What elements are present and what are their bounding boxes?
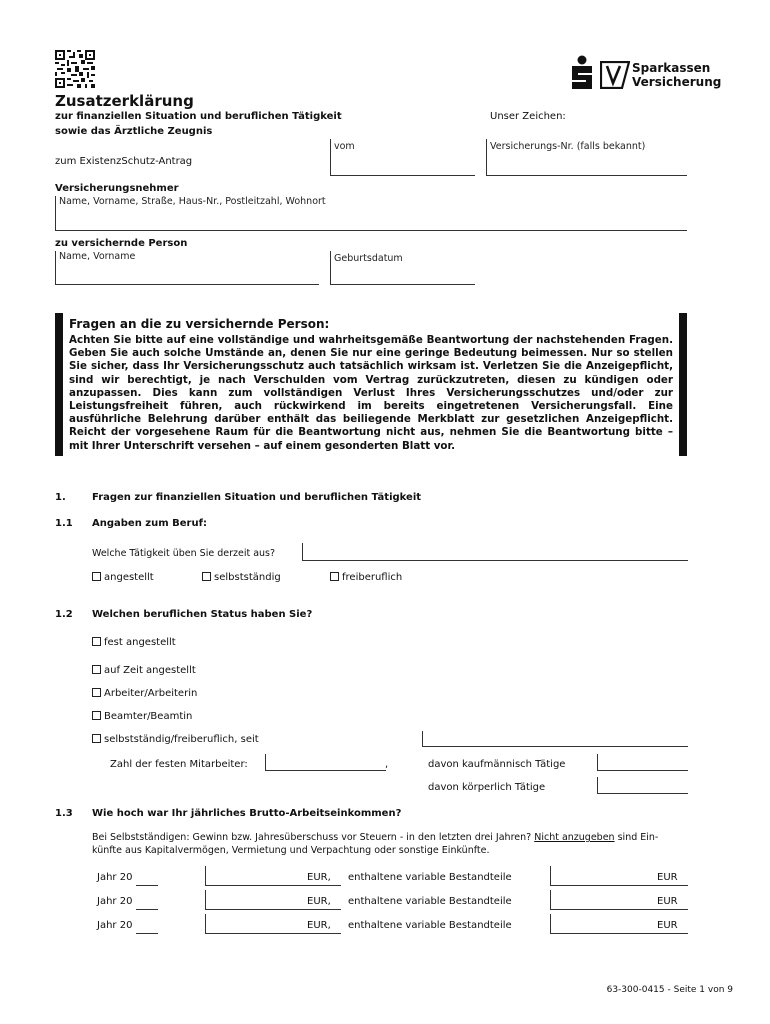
variable-label: enthaltene variable Bestandteile <box>348 920 512 931</box>
status-arbeiter[interactable]: Arbeiter/Arbeiterin <box>92 688 197 699</box>
person-heading: zu versichernde Person <box>55 238 188 249</box>
checkbox-icon[interactable] <box>92 665 101 674</box>
versicherungs-nr-label: Versicherungs-Nr. (falls bekannt) <box>490 141 646 152</box>
versicherungsnehmer-heading: Versicherungsnehmer <box>55 183 179 194</box>
subtitle-line-1: zur finanziellen Situation und beruflichen Tätigkeit <box>55 111 342 122</box>
q13-title: Wie hoch war Ihr jährliches Brutto-Arbeitseinkommen? <box>92 808 402 819</box>
jahr-input[interactable] <box>136 933 158 934</box>
status-auf-zeit[interactable]: auf Zeit angestellt <box>92 665 196 676</box>
checkbox-icon[interactable] <box>92 734 101 743</box>
variable-label: enthaltene variable Bestandteile <box>348 896 512 907</box>
q13-hint-line-2: künfte aus Kapitalvermögen, Vermietung und Verpachtung oder sonstige Einkünfte. <box>92 845 490 856</box>
subtitle-line-2: sowie das Ärztliche Zeugnis <box>55 126 213 137</box>
q12-number: 1.2 <box>55 609 73 620</box>
notice-title: Fragen an die zu versichernde Person: <box>69 317 330 331</box>
checkbox-icon[interactable] <box>92 688 101 697</box>
status-beamter[interactable]: Beamter/Beamtin <box>92 711 192 722</box>
q11-title: Angaben zum Beruf: <box>92 518 207 529</box>
option-selbststaendig[interactable]: selbstständig <box>202 572 281 583</box>
sparkasse-s-icon <box>568 55 596 91</box>
page-title: Zusatzerklärung <box>55 92 194 110</box>
qr-code <box>55 50 95 88</box>
jahr-label: Jahr 20 <box>97 920 133 931</box>
q13-hint-line-1: Bei Selbstständigen: Gewinn bzw. Jahresüberschuss vor Steuern - in den letzten drei Jahren? Nicht anzugeben sind Ein- <box>92 832 659 843</box>
versicherung-v-icon <box>600 61 630 89</box>
checkbox-icon[interactable] <box>92 637 101 646</box>
koerperlich-label: davon körperlich Tätige <box>428 782 546 793</box>
checkbox-icon[interactable] <box>330 572 339 581</box>
notice-box <box>55 313 687 456</box>
selbststaendig-seit-input[interactable] <box>422 731 688 747</box>
kaufmaennisch-input[interactable] <box>597 754 688 771</box>
context-line: zum ExistenzSchutz-Antrag <box>55 156 193 167</box>
kaufmaennisch-label: davon kaufmännisch Tätige <box>428 759 566 770</box>
sparkassen-versicherung-logo <box>568 55 722 91</box>
jahr-input[interactable] <box>136 885 158 886</box>
vom-label: vom <box>334 141 355 152</box>
q11-number: 1.1 <box>55 518 73 529</box>
jahr-label: Jahr 20 <box>97 896 133 907</box>
jahr-label: Jahr 20 <box>97 872 133 883</box>
geburtsdatum-field[interactable] <box>330 251 475 285</box>
status-selbststaendig[interactable]: selbstständig/freiberuflich, seit <box>92 734 259 745</box>
unser-zeichen-label: Unser Zeichen: <box>490 111 566 122</box>
mitarbeiter-comma: , <box>385 759 389 770</box>
geburtsdatum-label: Geburtsdatum <box>334 253 403 264</box>
taetigkeit-input[interactable] <box>302 543 688 561</box>
variable-label: enthaltene variable Bestandteile <box>348 872 512 883</box>
eur-label-2: EUR <box>657 920 678 931</box>
eur-label: EUR, <box>307 896 331 907</box>
status-fest-angestellt[interactable]: fest angestellt <box>92 637 176 648</box>
checkbox-icon[interactable] <box>92 572 101 581</box>
notice-bar-left <box>55 313 63 456</box>
option-angestellt[interactable]: angestellt <box>92 572 154 583</box>
versicherungsnehmer-label: Name, Vorname, Straße, Haus-Nr., Postleitzahl, Wohnort <box>59 196 326 207</box>
vom-field[interactable] <box>330 139 475 176</box>
page-footer-code: 63-300-0415 - Seite 1 von 9 <box>606 985 733 995</box>
person-name-label: Name, Vorname <box>59 251 136 262</box>
checkbox-icon[interactable] <box>92 711 101 720</box>
eur-label: EUR, <box>307 920 331 931</box>
section-1-number: 1. <box>55 492 66 503</box>
q11-question: Welche Tätigkeit üben Sie derzeit aus? <box>92 548 276 559</box>
mitarbeiter-label: Zahl der festen Mitarbeiter: <box>110 759 248 770</box>
eur-label: EUR, <box>307 872 331 883</box>
q12-title: Welchen beruflichen Status haben Sie? <box>92 609 313 620</box>
person-name-field[interactable] <box>55 251 319 285</box>
option-freiberuflich[interactable]: freiberuflich <box>330 572 402 583</box>
jahr-input[interactable] <box>136 909 158 910</box>
versicherungsnehmer-field[interactable] <box>55 196 687 231</box>
mitarbeiter-input[interactable] <box>265 754 389 771</box>
logo-text-sparkassen: Sparkassen <box>632 61 711 75</box>
notice-body: Achten Sie bitte auf eine vollständige und wahrheitsgemäße Beantwortung der nachstehenden Fragen. Geben Sie auch solche Umstände an, denen Sie nur eine geringe Bedeutung beimessen. Nur so stellen Sie sicher, dass Ihr Versicherungsschutz auch tatsächlich wirksam ist. Verletzen Sie die Anzeigepflicht, sind wir berechtigt, je nach Verschulden vom Vertrag zurückzutreten, diesen zu kündigen oder anzupassen. Dies kann zum vollständigen Verlust Ihres Versicherungsschutzes und/oder zur Leistungsfreiheit führen, auch rückwirkend im bereits eingetretenen Versicherungsfall. Eine ausführliche Belehrung darüber enthält das beiliegende Merkblatt zur gesetzlichen Anzeigepflicht. Reicht der vorgesehene Raum für die Beantwortung nicht aus, nehmen Sie die Beantwortung bitte – mit Ihrer Unterschrift versehen – auf einem gesonderten Blatt vor. <box>69 334 673 452</box>
notice-bar-right <box>679 313 687 456</box>
section-1-title: Fragen zur finanziellen Situation und beruflichen Tätigkeit <box>92 492 422 503</box>
eur-label-2: EUR <box>657 896 678 907</box>
eur-label-2: EUR <box>657 872 678 883</box>
koerperlich-input[interactable] <box>597 777 688 794</box>
versicherungs-nr-field[interactable] <box>486 139 687 176</box>
checkbox-icon[interactable] <box>202 572 211 581</box>
logo-text-versicherung: Versicherung <box>632 75 722 89</box>
q13-number: 1.3 <box>55 808 73 819</box>
